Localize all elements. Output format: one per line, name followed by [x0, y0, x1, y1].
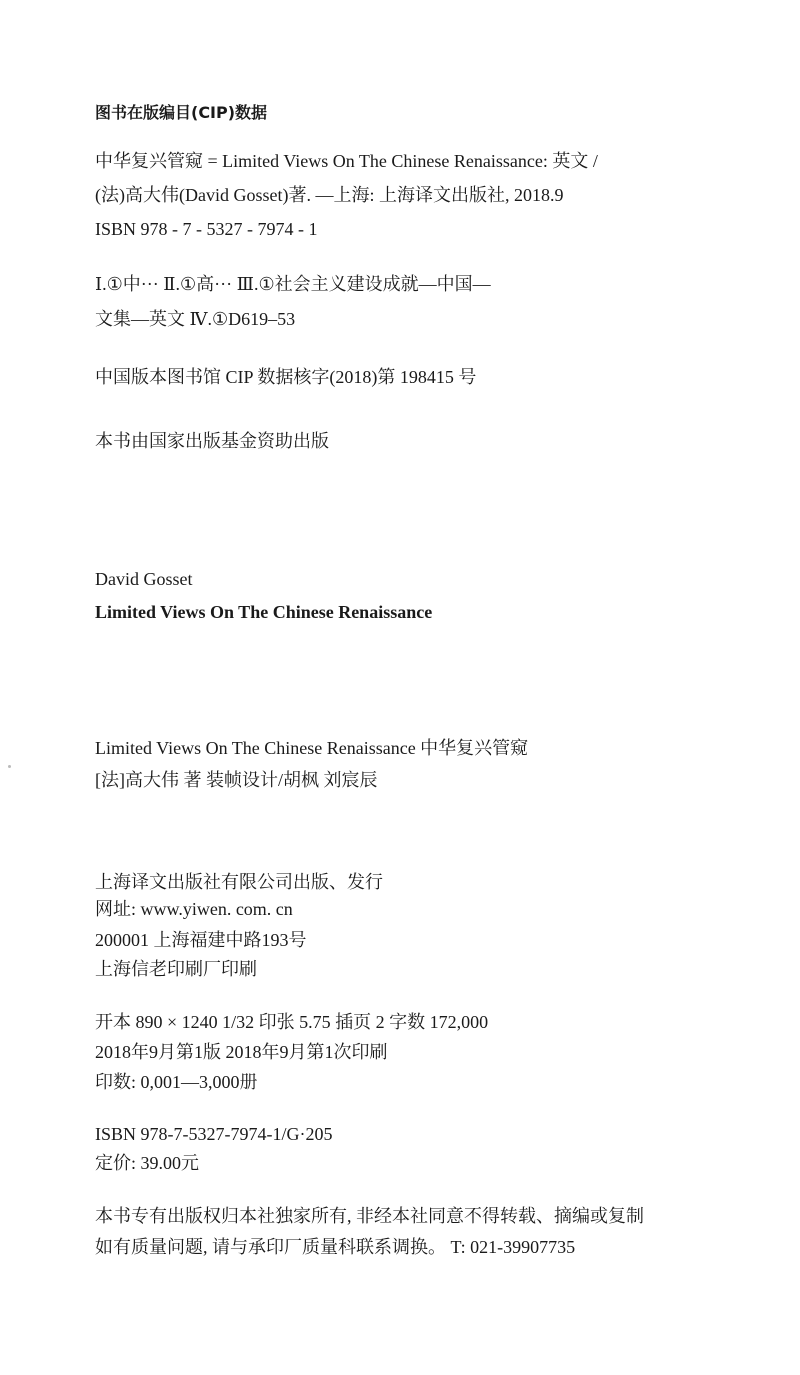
publisher-name: 上海译文出版社有限公司出版、发行	[95, 872, 383, 892]
author-en: David Gosset	[95, 569, 193, 589]
copyright-line-2: 如有质量问题, 请与承印厂质量科联系调换。 T: 021-39907735	[95, 1237, 576, 1257]
price: 定价: 39.00元	[95, 1153, 200, 1173]
cip-line-4: Ⅰ.①中··· Ⅱ.①高··· Ⅲ.①社会主义建设成就—中国—	[95, 274, 491, 294]
format-specs: 开本 890 × 1240 1/32 印张 5.75 插页 2 字数 172,000	[95, 1012, 489, 1032]
title-en: Limited Views On The Chinese Renaissance	[95, 602, 433, 622]
credits-title: Limited Views On The Chinese Renaissance 中华复兴管窥	[95, 738, 529, 758]
copyright-line-1: 本书专有出版权归本社独家所有, 非经本社同意不得转载、摘编或复制	[95, 1206, 644, 1226]
fund-note: 本书由国家出版基金资助出版	[95, 431, 329, 451]
publisher-website: 网址: www.yiwen. com. cn	[95, 899, 293, 919]
isbn-full: ISBN 978-7-5327-7974-1/G·205	[95, 1124, 333, 1144]
cip-heading: 图书在版编目(CIP)数据	[95, 103, 268, 122]
publisher-address: 200001 上海福建中路193号	[95, 930, 307, 950]
edition-info: 2018年9月第1版 2018年9月第1次印刷	[95, 1042, 388, 1062]
scan-speck	[8, 765, 11, 768]
printer: 上海信老印刷厂印刷	[95, 959, 257, 979]
cip-line-1: 中华复兴管窥 = Limited Views On The Chinese Renaissance: 英文 /	[95, 151, 598, 171]
print-run: 印数: 0,001—3,000册	[95, 1072, 258, 1092]
cip-isbn: ISBN 978 - 7 - 5327 - 7974 - 1	[95, 219, 318, 239]
cip-line-2: (法)高大伟(David Gosset)著. —上海: 上海译文出版社, 2018.9	[95, 185, 564, 205]
credits-author: [法]高大伟 著 装帧设计/胡枫 刘宸辰	[95, 770, 378, 790]
cip-record-number: 中国版本图书馆 CIP 数据核字(2018)第 198415 号	[95, 367, 477, 387]
cip-line-5: 文集—英文 Ⅳ.①D619–53	[95, 309, 296, 329]
